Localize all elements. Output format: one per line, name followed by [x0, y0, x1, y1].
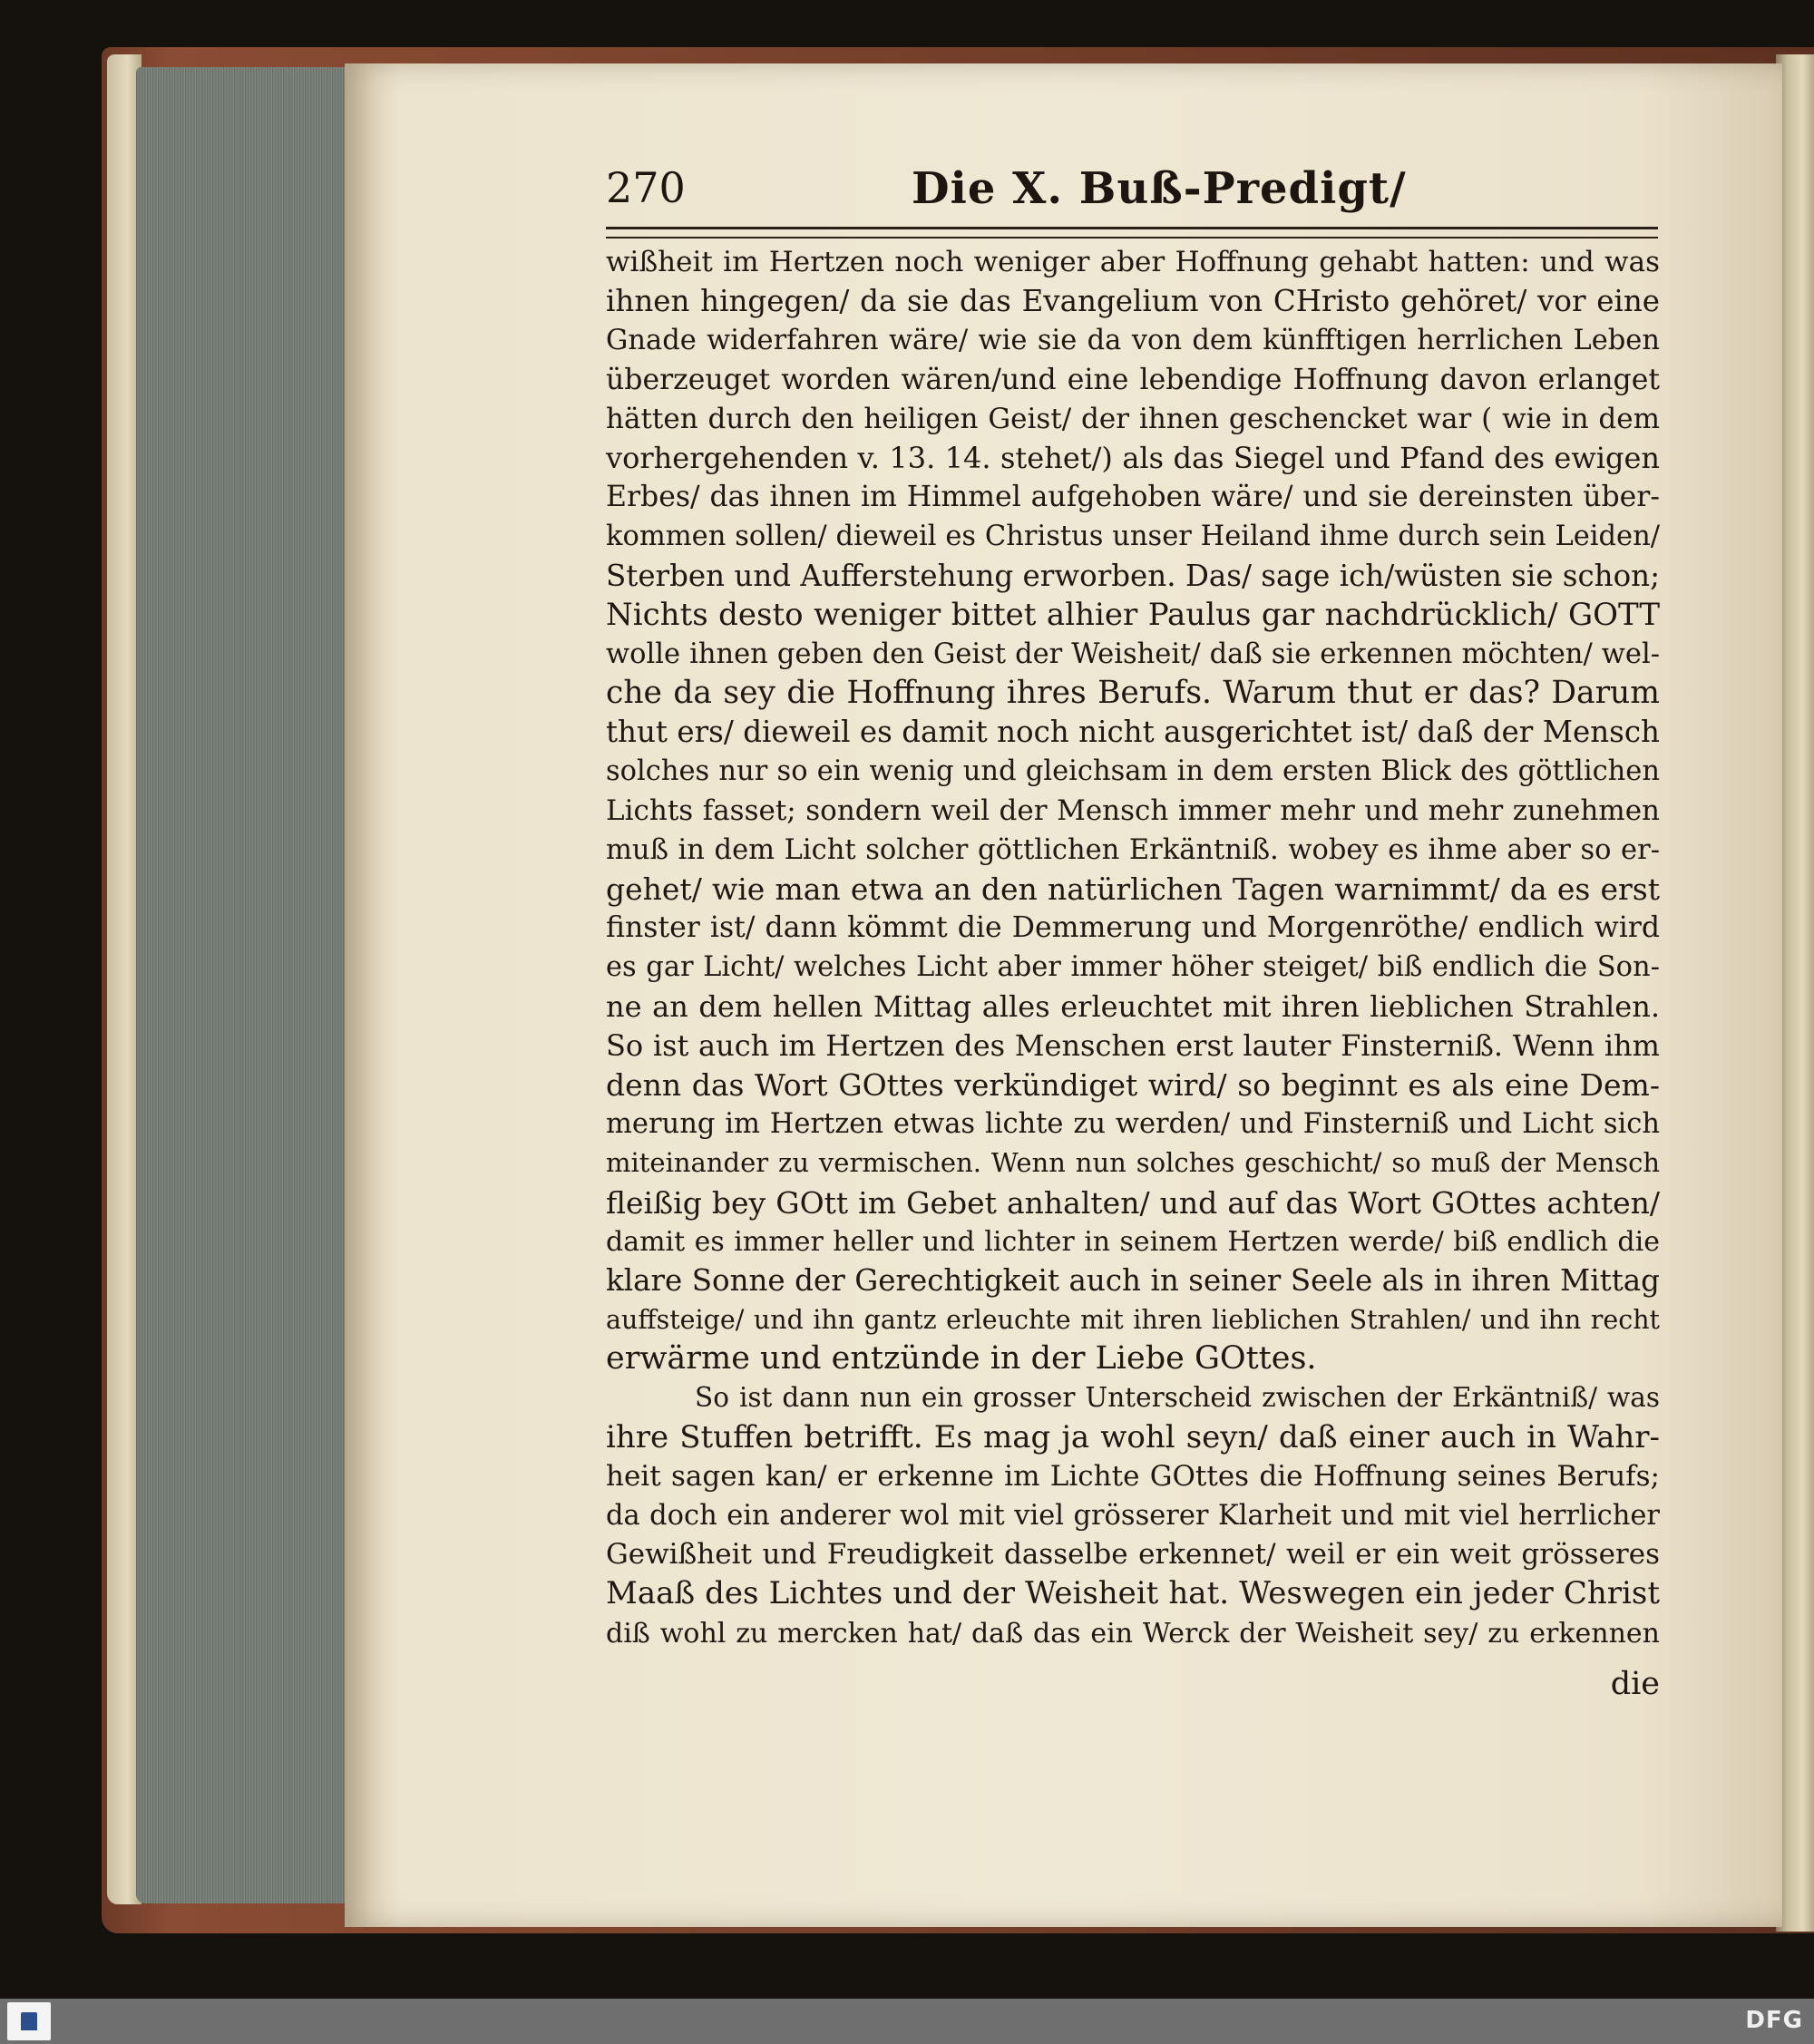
text-line: vorhergehenden v. 13. 14. stehet/) als das Siegel und Pfand des ewigen	[606, 440, 1660, 475]
running-title: Die X. Buß-Predigt/	[912, 163, 1407, 214]
text-line: da doch ein anderer wol mit viel grösserer Klarheit und mit viel herrlicher	[606, 1500, 1660, 1532]
text-line: ihnen hingegen/ da sie das Evangelium von CHristo gehöret/ vor eine	[606, 284, 1660, 319]
text-line: Nichts desto weniger bittet alhier Paulus gar nachdrücklich/ GOTT	[606, 596, 1660, 633]
page-block-edge	[136, 67, 354, 1903]
text-line: ne an dem hellen Mittag alles erleuchtet mit ihren lieblichen Strahlen.	[606, 988, 1660, 1024]
text-line: fleißig bey GOtt im Gebet anhalten/ und auf das Wort GOttes achten/	[606, 1184, 1660, 1221]
text-line: Lichts fasset; sondern weil der Mensch immer mehr und mehr zunehmen	[606, 793, 1660, 827]
text-line: Erbes/ das ihnen im Himmel aufgehoben wäre/ und sie dereinsten über-	[606, 481, 1660, 514]
text-line: finster ist/ dann kömmt die Demmerung und Morgenröthe/ endlich wird	[606, 911, 1660, 945]
text-line: So ist auch im Hertzen des Menschen erst lauter Finsterniß. Wenn ihm	[606, 1027, 1660, 1063]
text-line: ihre Stuffen betrifft. Es mag ja wohl seyn/ daß einer auch in Wahr-	[606, 1418, 1660, 1455]
library-logo-icon	[21, 2012, 37, 2030]
text-line: erwärme und entzünde in der Liebe GOttes.	[606, 1340, 1317, 1377]
text-line: muß in dem Licht solcher göttlichen Erkäntniß. wobey es ihme aber so er-	[606, 833, 1660, 866]
text-line: Maaß des Lichtes und der Weisheit hat. Weswegen ein jeder Christ	[606, 1575, 1660, 1612]
text-line: überzeuget worden wären/und eine lebendige Hoffnung davon erlanget	[606, 363, 1660, 396]
text-line: wolle ihnen geben den Geist der Weisheit/ daß sie erkennen möchten/ wel-	[606, 638, 1660, 670]
text-line: Sterben und Aufferstehung erworben. Das/ sage ich/wüsten sie schon;	[606, 558, 1661, 593]
text-line: hätten durch den heiligen Geist/ der ihnen geschencket war ( wie in dem	[606, 402, 1660, 435]
text-line: denn das Wort GOttes verkündiget wird/ so beginnt es als eine Dem-	[606, 1066, 1660, 1103]
text-line: auffsteige/ und ihn gantz erleuchte mit ihren lieblichen Strahlen/ und ihn recht	[606, 1305, 1660, 1336]
text-line: damit es immer heller und lichter in seinem Hertzen werde/ biß endlich die	[606, 1225, 1660, 1258]
body-text	[606, 243, 1660, 1653]
text-line: gehet/ wie man etwa an den natürlichen Tagen warnimmt/ da es erst	[606, 871, 1660, 907]
running-head	[606, 163, 1658, 218]
text-line: klare Sonne der Gerechtigkeit auch in seiner Seele als in ihren Mittag	[606, 1262, 1660, 1298]
text-line: diß wohl zu mercken hat/ daß das ein Werck der Weisheit sey/ zu erkennen	[606, 1617, 1660, 1650]
text-line: wißheit im Hertzen noch weniger aber Hoffnung gehabt hatten: und was	[606, 246, 1660, 278]
catchword: die	[1610, 1666, 1660, 1702]
text-line: heit sagen kan/ er erkenne im Lichte GOttes die Hoffnung seines Berufs;	[606, 1459, 1660, 1493]
text-line: miteinander zu vermischen. Wenn nun solches geschicht/ so muß der Mensch	[606, 1147, 1660, 1179]
text-line: merung im Hertzen etwas lichte zu werden/ und Finsterniß und Licht sich	[606, 1108, 1660, 1141]
text-line: che da sey die Hoffnung ihres Berufs. Warum thut er das? Darum	[606, 675, 1660, 712]
viewer-footer	[0, 1999, 1814, 2044]
text-line: kommen sollen/ dieweil es Christus unser Heiland ihme durch sein Leiden/	[606, 521, 1660, 553]
text-line: thut ers/ dieweil es damit noch nicht ausgerichtet ist/ daß der Mensch	[606, 715, 1660, 750]
text-line: solches nur so ein wenig und gleichsam in dem ersten Blick des göttlichen	[606, 755, 1660, 788]
head-rule	[606, 227, 1658, 238]
library-logo	[7, 2002, 51, 2040]
text-line: Gnade widerfahren wäre/ wie sie da von dem künfftigen herrlichen Leben	[606, 325, 1660, 357]
page-number: 270	[606, 163, 686, 212]
text-line: Gewißheit und Freudigkeit dasselbe erkennet/ weil er ein weit grösseres	[606, 1538, 1660, 1572]
dfg-logo: DFG	[1745, 2007, 1803, 2034]
text-line: es gar Licht/ welches Licht aber immer höher steiget/ biß endlich die Son-	[606, 951, 1660, 984]
text-line: So ist dann nun ein grosser Unterscheid zwischen der Erkäntniß/ was	[695, 1382, 1660, 1414]
